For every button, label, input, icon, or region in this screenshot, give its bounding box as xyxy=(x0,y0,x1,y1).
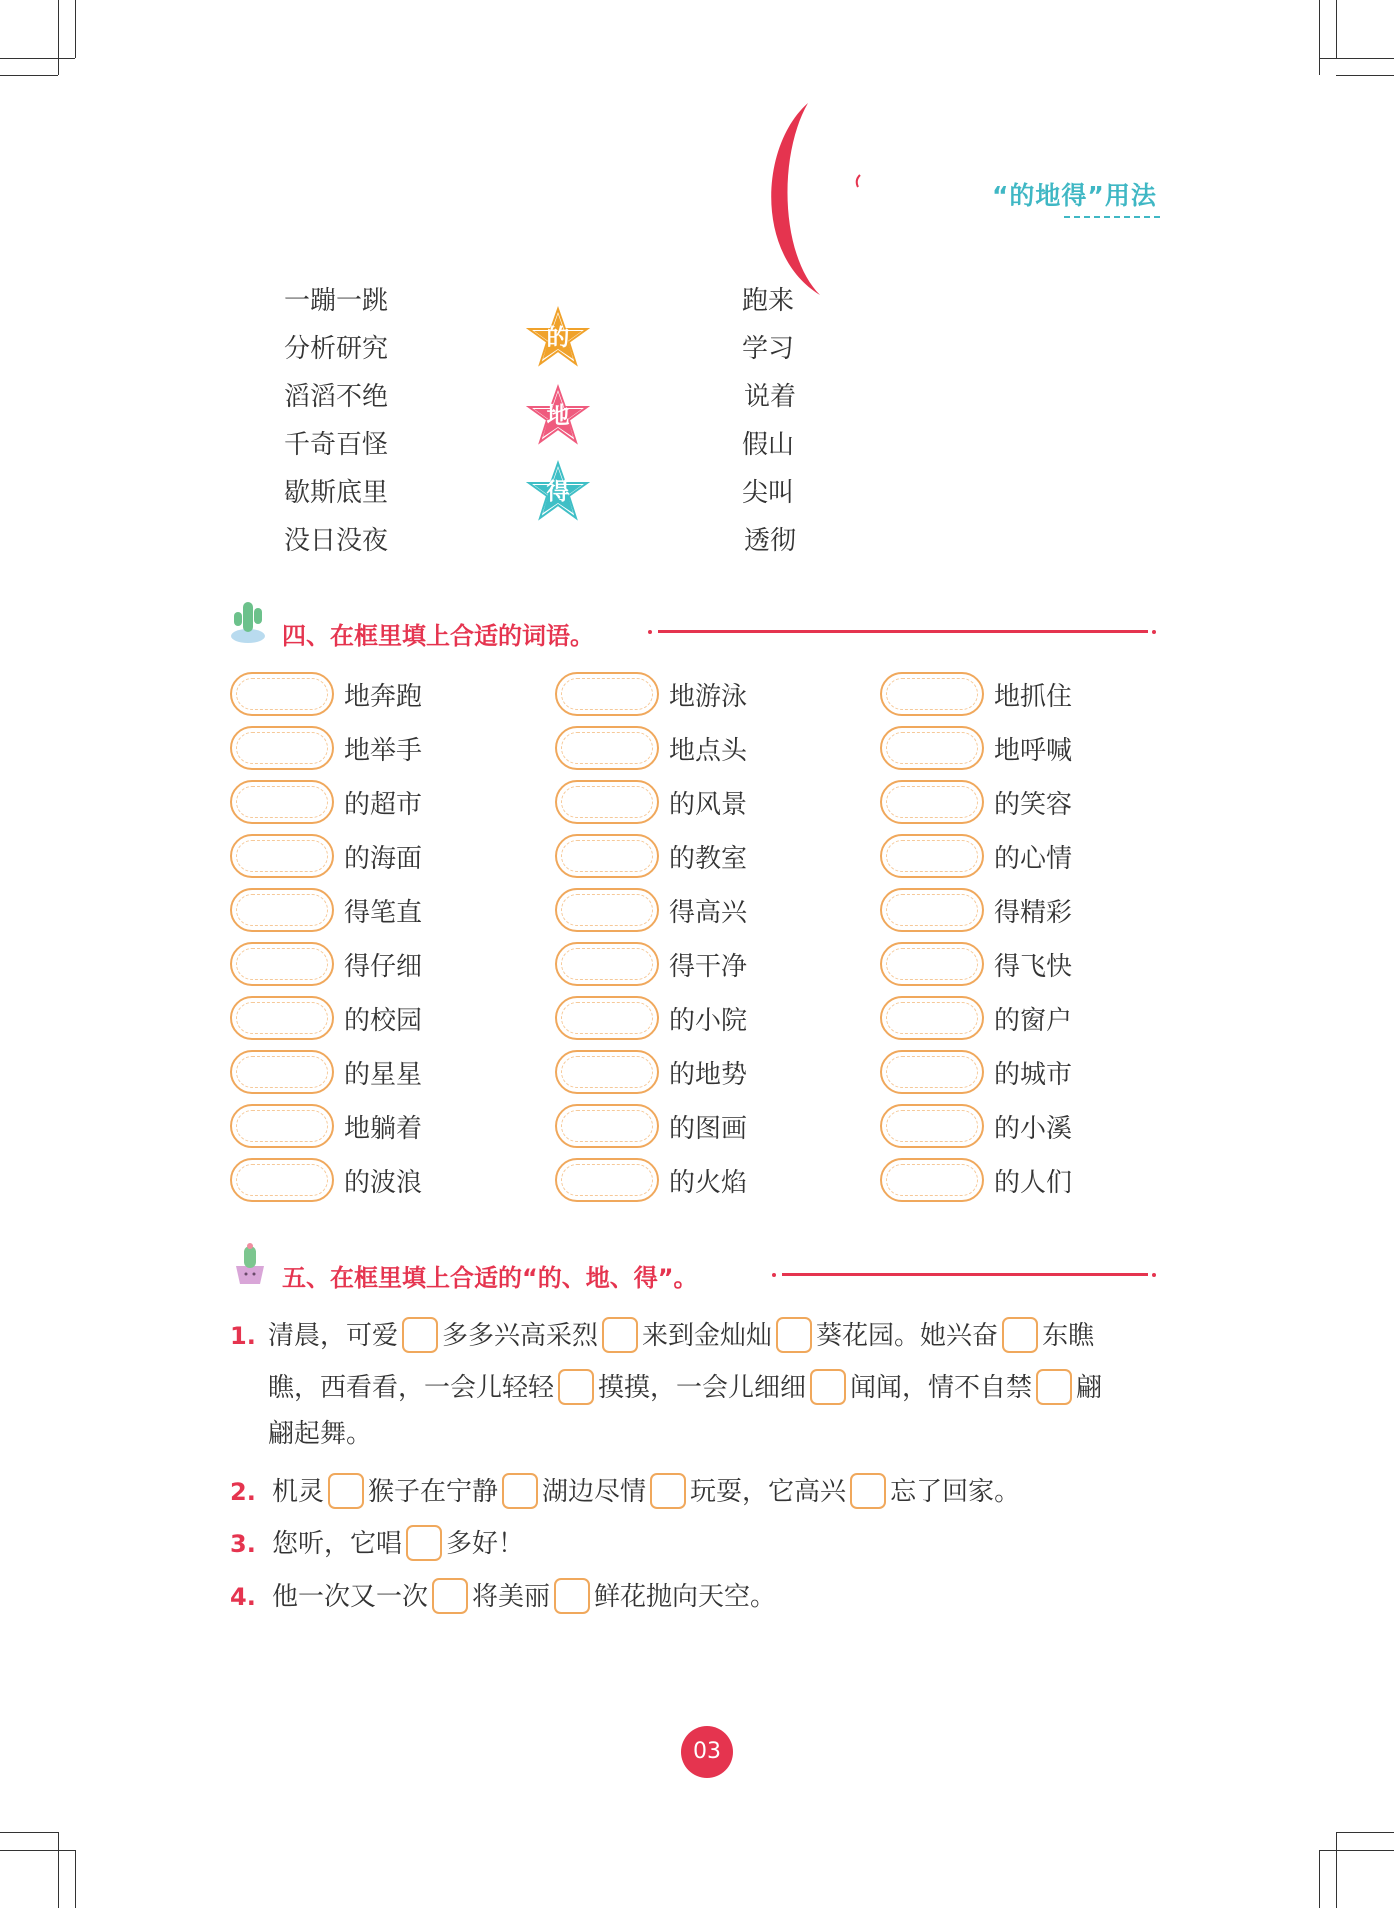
answer-box[interactable] xyxy=(230,726,334,770)
crop-mark xyxy=(0,1850,75,1851)
answer-box[interactable] xyxy=(880,780,984,824)
item-number: 1. xyxy=(230,1322,256,1350)
text-segment: 葵花园。她兴奋 xyxy=(816,1321,999,1351)
sentence-line xyxy=(268,1414,372,1454)
match-right-item: 尖叫 xyxy=(742,478,795,508)
text-segment: 玩耍，它高兴 xyxy=(690,1477,847,1507)
text-segment: 闻闻，情不自禁 xyxy=(850,1373,1033,1403)
answer-box[interactable] xyxy=(880,726,984,770)
fill-word: 得精彩 xyxy=(994,898,1073,928)
answer-box[interactable] xyxy=(554,1578,590,1614)
crop-mark xyxy=(1336,75,1394,76)
fill-word: 的海面 xyxy=(344,844,423,874)
answer-box[interactable] xyxy=(650,1473,686,1509)
text-segment: 他一次又一次 xyxy=(272,1582,429,1612)
answer-box[interactable] xyxy=(555,942,659,986)
crop-mark xyxy=(1319,0,1320,75)
text-segment: 东瞧 xyxy=(1042,1321,1095,1351)
item-number: 4. xyxy=(230,1583,256,1611)
text-segment: 摸摸，一会儿细细 xyxy=(598,1373,807,1403)
section5-rule xyxy=(782,1273,1148,1276)
answer-box[interactable] xyxy=(230,1158,334,1202)
text-segment: 鲜花抛向天空。 xyxy=(594,1582,777,1612)
star-dei-icon xyxy=(526,460,590,524)
crop-mark xyxy=(0,58,75,59)
fill-word: 的教室 xyxy=(669,844,748,874)
fill-word: 地奔跑 xyxy=(344,682,423,712)
fill-word: 地呼喊 xyxy=(994,736,1073,766)
match-right-item: 说着 xyxy=(744,382,797,412)
answer-box[interactable] xyxy=(432,1578,468,1614)
text-segment: 忘了回家。 xyxy=(890,1477,1021,1507)
fill-word: 的波浪 xyxy=(344,1168,423,1198)
answer-box[interactable] xyxy=(230,996,334,1040)
fill-word: 的地势 xyxy=(669,1060,748,1090)
heading-dot xyxy=(1152,1273,1156,1277)
star-de-icon xyxy=(526,306,590,370)
fill-word: 的人们 xyxy=(994,1168,1073,1198)
match-right-item: 假山 xyxy=(742,430,795,460)
answer-box[interactable] xyxy=(850,1473,886,1509)
text-segment: 清晨，可爱 xyxy=(268,1321,399,1351)
crop-mark xyxy=(1336,1832,1337,1908)
section4-title: 四、在框里填上合适的词语。 xyxy=(282,622,594,650)
answer-box[interactable] xyxy=(555,888,659,932)
text-segment: 翩 xyxy=(1076,1373,1103,1403)
cactus-icon xyxy=(228,596,268,644)
fill-word: 地躺着 xyxy=(344,1114,423,1144)
answer-box[interactable] xyxy=(555,672,659,716)
text-segment: 多好！ xyxy=(446,1529,525,1559)
sentence-line xyxy=(272,1577,776,1617)
match-left-item: 千奇百怪 xyxy=(284,430,389,460)
crop-mark xyxy=(1319,1850,1394,1851)
sentence-line xyxy=(272,1472,1020,1512)
fill-word: 得笔直 xyxy=(344,898,423,928)
potted-cactus-icon xyxy=(230,1238,270,1288)
answer-box[interactable] xyxy=(230,1050,334,1094)
answer-box[interactable] xyxy=(776,1317,812,1353)
text-segment: 机灵 xyxy=(272,1477,325,1507)
text-segment: 您听，它唱 xyxy=(272,1529,403,1559)
fill-word: 的窗户 xyxy=(994,1006,1073,1036)
answer-box[interactable] xyxy=(230,834,334,878)
fill-word: 地点头 xyxy=(669,736,748,766)
answer-box[interactable] xyxy=(402,1317,438,1353)
header-underline xyxy=(1064,216,1160,218)
section4-rule xyxy=(658,630,1148,633)
item-number: 2. xyxy=(230,1478,256,1506)
answer-box[interactable] xyxy=(880,1104,984,1148)
answer-box[interactable] xyxy=(880,996,984,1040)
answer-box[interactable] xyxy=(1002,1317,1038,1353)
crop-mark xyxy=(58,0,59,75)
crop-mark xyxy=(1336,1832,1394,1833)
header-title: “的地得”用法 xyxy=(992,181,1157,210)
star-label: 得 xyxy=(546,479,570,505)
sentence-line xyxy=(268,1368,1102,1408)
text-segment: 瞧，西看看，一会儿轻轻 xyxy=(268,1373,555,1403)
text-segment: 来到金灿灿 xyxy=(642,1321,773,1351)
sentence-line xyxy=(272,1524,524,1564)
match-left-item: 歇斯底里 xyxy=(284,478,389,508)
answer-box[interactable] xyxy=(555,996,659,1040)
answer-box[interactable] xyxy=(555,1158,659,1202)
match-left-item: 一蹦一跳 xyxy=(284,286,389,316)
match-right-item: 跑来 xyxy=(742,286,795,316)
fill-word: 的小院 xyxy=(669,1006,748,1036)
match-left-item: 滔滔不绝 xyxy=(284,382,389,412)
answer-box[interactable] xyxy=(230,888,334,932)
answer-box[interactable] xyxy=(406,1525,442,1561)
crop-mark xyxy=(1336,0,1337,58)
answer-box[interactable] xyxy=(555,834,659,878)
fill-word: 的城市 xyxy=(994,1060,1073,1090)
crop-mark xyxy=(1319,58,1394,59)
answer-box[interactable] xyxy=(230,1104,334,1148)
fill-word: 的超市 xyxy=(344,790,423,820)
answer-box[interactable] xyxy=(555,726,659,770)
star-di-icon xyxy=(526,384,590,448)
crop-mark xyxy=(1319,1850,1320,1908)
fill-word: 地举手 xyxy=(344,736,423,766)
match-left-item: 没日没夜 xyxy=(284,526,389,556)
match-right-item: 学习 xyxy=(742,334,795,364)
answer-box[interactable] xyxy=(328,1473,364,1509)
answer-box[interactable] xyxy=(1036,1369,1072,1405)
crop-mark xyxy=(0,1832,58,1833)
answer-box[interactable] xyxy=(810,1369,846,1405)
item-number: 3. xyxy=(230,1530,256,1558)
match-right-item: 透彻 xyxy=(744,526,797,556)
answer-box[interactable] xyxy=(230,672,334,716)
heading-dot xyxy=(648,630,652,634)
fill-word: 的火焰 xyxy=(669,1168,748,1198)
answer-box[interactable] xyxy=(558,1369,594,1405)
fill-word: 得飞快 xyxy=(994,952,1073,982)
crop-mark xyxy=(75,0,76,58)
answer-box[interactable] xyxy=(880,834,984,878)
fill-word: 得高兴 xyxy=(669,898,748,928)
fill-word: 的星星 xyxy=(344,1060,423,1090)
answer-box[interactable] xyxy=(230,942,334,986)
heading-dot xyxy=(1152,630,1156,634)
answer-box[interactable] xyxy=(555,1104,659,1148)
answer-box[interactable] xyxy=(880,888,984,932)
fill-word: 得仔细 xyxy=(344,952,423,982)
fill-word: 的小溪 xyxy=(994,1114,1073,1144)
fill-word: 得干净 xyxy=(669,952,748,982)
fill-word: 地抓住 xyxy=(994,682,1073,712)
text-segment: 多多兴高采烈 xyxy=(442,1321,599,1351)
answer-box[interactable] xyxy=(880,672,984,716)
answer-box[interactable] xyxy=(502,1473,538,1509)
answer-box[interactable] xyxy=(602,1317,638,1353)
fill-word: 的风景 xyxy=(669,790,748,820)
text-segment: 翩起舞。 xyxy=(268,1419,373,1449)
crop-mark xyxy=(58,1832,59,1908)
header-crescent xyxy=(760,95,880,305)
text-segment: 湖边尽情 xyxy=(542,1477,647,1507)
match-left-item: 分析研究 xyxy=(284,334,389,364)
answer-box[interactable] xyxy=(230,780,334,824)
answer-box[interactable] xyxy=(880,1158,984,1202)
sentence-line xyxy=(268,1316,1094,1356)
fill-word: 的心情 xyxy=(994,844,1073,874)
fill-word: 的校园 xyxy=(344,1006,423,1036)
fill-word: 的图画 xyxy=(669,1114,748,1144)
heading-dot xyxy=(772,1273,776,1277)
star-label: 的 xyxy=(546,325,570,351)
answer-box[interactable] xyxy=(880,1050,984,1094)
page-number: 03 xyxy=(681,1726,733,1778)
answer-box[interactable] xyxy=(555,1050,659,1094)
section5-title: 五、在框里填上合适的“的、地、得”。 xyxy=(282,1264,698,1292)
answer-box[interactable] xyxy=(555,780,659,824)
text-segment: 将美丽 xyxy=(472,1582,551,1612)
crop-mark xyxy=(0,75,58,76)
fill-word: 的笑容 xyxy=(994,790,1073,820)
star-label: 地 xyxy=(546,403,570,429)
fill-word: 地游泳 xyxy=(669,682,748,712)
answer-box[interactable] xyxy=(880,942,984,986)
text-segment: 猴子在宁静 xyxy=(368,1477,499,1507)
crop-mark xyxy=(75,1850,76,1908)
